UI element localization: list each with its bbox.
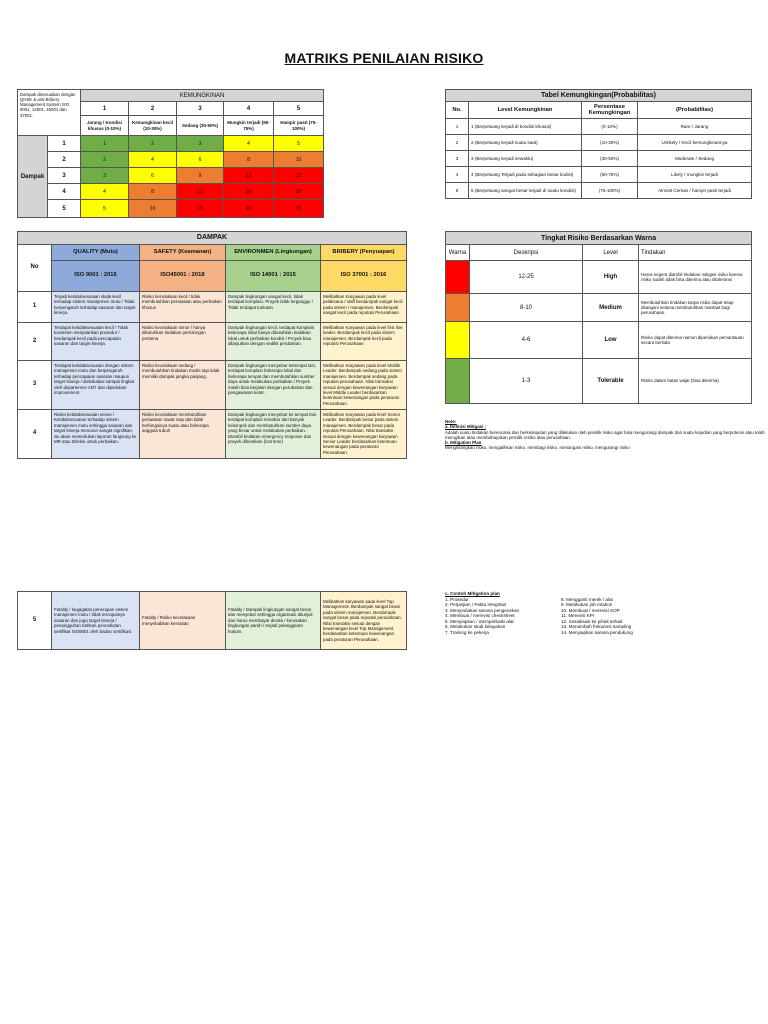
impact-row-number: 3 (18, 361, 52, 410)
risk-action-cell: Risiko dapat diterima namun diperlukan pemantauan secara berkala (639, 322, 752, 359)
table-row (18, 292, 407, 323)
impact-no-header: No (18, 245, 52, 292)
impact-cell-bribery: Melibatkan Karyawan pada level Middle Leader. Berdampak sedang pada sistem manajemen. Berdampak sedang pada reputasi perusahaan. Nilai transaksi sesuai dengan kewenangan karyawan level Middle Leader berdasarkan ketentuan kewenangan pada peraturan Perusahaan. (321, 361, 407, 410)
color-header-tindakan: Tindakan (639, 245, 752, 261)
impact-cell-bribery: Melibatkan Karyawan pada level pelaksana / staff berdampak sangat kecil pada sistem / manajemen. Berdampak sangat kecil pada reputasi Perusahaan (321, 292, 407, 323)
risk-score-cell: 20 (274, 184, 324, 200)
risk-level-cell: Medium (583, 294, 639, 322)
prob-probability-cell: Rare / Jarang (638, 119, 752, 135)
risk-score-cell: 12 (224, 168, 274, 184)
color-header-level: Level (583, 245, 639, 261)
prob-probability-cell: Unlikely / Kecil kemungkinannya (638, 135, 752, 151)
list-item: 8. Mengganti merek / alat (561, 596, 613, 602)
color-table-title: Tingkat Risiko Berdasarkan Warna (446, 232, 752, 245)
likelihood-column-description: Kemungkinan kecil (10-30%) (129, 116, 177, 136)
list-item: 2. Perjanjian / Pakta Integritas (445, 602, 507, 607)
impact-row-number: 5 (18, 592, 52, 650)
list-item: 6. Melakukan studi kelayakan (445, 624, 506, 629)
table-row (18, 323, 407, 361)
risk-color-level-table (445, 231, 752, 404)
impact-cell-safety: Risiko kecelakaan minor / hanya dibutuhkan tindakan pertolongan pertama (140, 323, 226, 361)
risk-action-cell: Harus segera diambil tindakan mitigasi risiko karena risiko sudah tidak bisa diterima atau ditoleransi (639, 261, 752, 294)
risk-level-cell: Low (583, 322, 639, 359)
risk-color-swatch (446, 294, 470, 322)
impact-row-number: 1 (18, 292, 52, 323)
probability-table (445, 89, 752, 199)
list-item: 11. Merevisi KPI (561, 613, 595, 618)
impact-cell-environment: Dampak lingkungan menyebar ke tempat lain, terdapat komplain tersebar dari banyak kelompok dan membutuhkan sumber daya yang besar untuk melakukan perbaikan. Diambil tindakan emergency response dan proyek dihentikan (lost time) (226, 410, 321, 459)
impact-row-number: 3 (48, 168, 81, 184)
impact-cell-quality: Fatality / kegagalan penerapan sistem manajemen mutu / tidak tercapainya sasaran dan juga target kinerja / penangguhan bahkan pencabutan sertifikat ISO9001 oleh badan sertifikasi (52, 592, 140, 650)
prob-percentage-cell: (10-30%) (582, 135, 638, 151)
impact-row-number: 2 (48, 152, 81, 168)
mitigation-examples (445, 591, 745, 635)
risk-score-cell: 16 (224, 184, 274, 200)
color-header-deskripsi: Deskripsi (470, 245, 583, 261)
likelihood-column-number: 3 (177, 102, 224, 116)
table-row (18, 361, 407, 410)
prob-percentage-cell: (30-50%) (582, 151, 638, 167)
risk-score-cell: 4 (81, 184, 129, 200)
impact-cell-environment: Dampak lingkungan menyebar ketempat lain, terdapat komplain beberapa lokal dan beberapa tempat dan membutuhkan sumber daya untuk melakukan perbaikan / Proyek masih bisa berjalan dengan perubahan dan pengawasan ketat. (226, 361, 321, 410)
risk-score-cell: 10 (129, 200, 177, 218)
risk-score-cell: 5 (81, 200, 129, 218)
page-title: MATRIKS PENILAIAN RISIKO (284, 50, 484, 66)
impact-row-number: 2 (18, 323, 52, 361)
impact-cell-quality: Terdapat ketidaksesuaian dengan sistem manajemen mutu dan berpengaruh terhadap pencapaian sasaran maupun target kinerja / diekskalasi sampai tingkat oleh departemen AD7 dan diperlukan improvement. (52, 361, 140, 410)
risk-score-cell: 3 (81, 168, 129, 184)
prob-header-percentage: Persentase Kemungkingan (582, 102, 638, 119)
list-item: 5. Menyiapkan / memperbaiki alat (445, 618, 514, 624)
impact-row-number: 4 (18, 410, 52, 459)
likelihood-column-description: Sedang (30-50%) (177, 116, 224, 136)
risk-score-cell: 15 (274, 168, 324, 184)
impact-row-number: 4 (48, 184, 81, 200)
impact-cell-safety: Risiko kecelakaan sedang / membutuhkan tindakan medis tapi tidak memiliki dampak jangka panjang. (140, 361, 226, 410)
iso-environment: ISO 14001 : 2015 (226, 261, 321, 292)
risk-score-cell: 15 (177, 200, 224, 218)
risk-color-swatch (446, 322, 470, 359)
likelihood-column-description: Jarang / Kondisi khusus (0-10%) (81, 116, 129, 136)
impact-cell-bribery: Melibatkan karyawan pada level Top Management. Berdampak sangat besar pada sistem manajemen. Berdampak sangat besar pada reputasi perusahaan. Nilai transaksi sesuai dengan kewenangan level Top Management berdasarkan ketentuan kewenangan pada peraturan Perusahaan. (321, 592, 407, 650)
prob-no-cell: 5 (446, 183, 469, 199)
prob-level-cell: 2 (Berpeluang terjadi suatu saat) (469, 135, 582, 151)
impact-table (17, 231, 407, 459)
definition-mitigation-text: Adalah suatu tindakan berencana dan berkelanjutan yang dilakukan oleh pemilik risiko agar bisa mengurangi dampak dari suatu kejadian yang berpotensi atau telah merugikan atau membahayakan pemilik resiko atau perusahaan. (445, 429, 765, 440)
impact-category-quality: QUALITY (Mutu) (52, 245, 140, 261)
impact-cell-quality: Terjadi ketidaksesuaian skala kecil terhadap sistem manajemen mutu / Tidak berpengaruh terhadap sasaran dan target kinerja. (52, 292, 140, 323)
table-row (446, 119, 752, 135)
impact-cell-environment: Dampak lingkungan sangat kecil, tidak terdapat komplain. Proyek tidak terganggu / Tidak terdapat tuntutan. (226, 292, 321, 323)
risk-score-cell: 10 (274, 152, 324, 168)
impact-cell-quality: Terdapat ketidaksesuaian kecil / Tidak konsisten menjalankan prosedur / berdampak kecil pada pencapaian sasaran dan target kinerja. (52, 323, 140, 361)
risk-color-swatch (446, 359, 470, 404)
table-row (446, 135, 752, 151)
risk-action-cell: Risiko dalam batas wajar (bisa diterima) (639, 359, 752, 404)
mitigation-examples-right-list (561, 597, 677, 636)
risk-score-cell: 2 (129, 136, 177, 152)
impact-cell-safety: Risiko kecelakaan kecil / tidak membutuhkan perawatan atau perbaikan khusus (140, 292, 226, 323)
prob-no-cell: 4 (446, 167, 469, 183)
risk-score-cell: 25 (274, 200, 324, 218)
prob-probability-cell: Almost Certain / hampir pasti terjadi (638, 183, 752, 199)
mitigation-plan-label: b. Mitigation Plan (445, 440, 482, 446)
table-row (446, 183, 752, 199)
risk-score-cell: 5 (274, 136, 324, 152)
impact-cell-environment: Dampak lingkungan kecil, terdapat komplain beberapa lokal hanya dibutuhkan tindakan lokal untuk perbaikan kondisi / Proyek bisa dilanjutkan dengan sedikit perubahan. (226, 323, 321, 361)
impact-cell-safety: Risiko kecelakaan membutuhkan perawatan rawat inap dan tidak berfungsinya suatu atau beberapa anggota tubuh (140, 410, 226, 459)
table-row (446, 294, 752, 322)
list-item: 13. Menambah frekuensi sampling (561, 624, 632, 629)
list-item: 1. Prosedur (445, 596, 469, 602)
table-row (446, 151, 752, 167)
impact-cell-quality: Risiko ketidaksesuaian serius / Ketidaksesuaian terhadap sistem manajemen mutu sehingga sasaran dan target kinerja menurun sangat signifikan, isu akan memerlukan laporan langsung ke MR atau Direksi untuk perbaikan. (52, 410, 140, 459)
prob-level-cell: 3 (Berpeluang terjadi sewaktu) (469, 151, 582, 167)
risk-level-cell: Tolerable (583, 359, 639, 404)
prob-percentage-cell: (50-75%) (582, 167, 638, 183)
impact-table-title: DAMPAK (18, 232, 407, 245)
prob-percentage-cell: (75-100%) (582, 183, 638, 199)
prob-header-no: No. (446, 102, 469, 119)
prob-no-cell: 1 (446, 119, 469, 135)
prob-percentage-cell: (0-10%) (582, 119, 638, 135)
iso-quality: ISO 9001 : 2015 (52, 261, 140, 292)
matrix-description: Dampak disesuaikan dengan QHSE & anti-Bribery Management System ISO 9001, 14001, 45001 dan 37001. (18, 90, 81, 136)
risk-score-cell: 8 (224, 152, 274, 168)
risk-range-cell: 8-10 (470, 294, 583, 322)
risk-color-swatch (446, 261, 470, 294)
probability-table-title: Tabel Kemungkingan(Probabilitas) (446, 90, 752, 102)
impact-row-number: 5 (48, 200, 81, 218)
prob-no-cell: 3 (446, 151, 469, 167)
risk-range-cell: 4-6 (470, 322, 583, 359)
impact-category-bribery: BRIBERY (Penyuapan) (321, 245, 407, 261)
list-item: 7. Training ke pekerja (445, 629, 489, 635)
impact-cell-bribery: Melibatkan Karyawan pada level Senior Leader. Berdampak besar pada sistem manajemen. Berdampak besar pada reputasi Perusahaan. Nilai transaksi sesuai dengan kewenangan karyawan Senior Leader berdasarkan ketentuan kewenangan pada peraturan Perusahaan. (321, 410, 407, 459)
risk-range-cell: 12-25 (470, 261, 583, 294)
definition-mitigation-label: a. Definisi Mitigasi : (445, 424, 486, 430)
list-item: 3. Menyediakan sarana pengecekan (445, 607, 520, 613)
kemungkinan-header: KEMUNGKINAN (81, 90, 324, 102)
likelihood-column-number: 2 (129, 102, 177, 116)
impact-cell-bribery: Melibatkan Karyawan pada level first line leader. Berdampak kecil pada sistem manajemen. Berdampak kecil pada reputasi Perusahaan (321, 323, 407, 361)
risk-score-cell: 20 (224, 200, 274, 218)
risk-score-cell: 4 (129, 152, 177, 168)
impact-category-environment: ENVIRONMEN (Lingkungan) (226, 245, 321, 261)
prob-header-level: Level Kemungkinan (469, 102, 582, 119)
prob-level-cell: 5 (Berpeluang sangat besar terjadi di suatu kondisi) (469, 183, 582, 199)
table-row (446, 322, 752, 359)
risk-score-cell: 4 (224, 136, 274, 152)
impact-category-safety: SAFETY (Keamanan) (140, 245, 226, 261)
table-row (446, 167, 752, 183)
risk-score-cell: 2 (81, 152, 129, 168)
mitigation-examples-title: c. Contoh Mitigation plan (445, 591, 500, 596)
risk-score-cell: 3 (177, 136, 224, 152)
risk-action-cell: Membutuhkan tindakan tanpa risiko dapat tetap ditangani selama membutuhkan manfaat bagi perusahaan. (639, 294, 752, 322)
list-item: 4. Membuat / merevisi checksheet (445, 613, 515, 618)
prob-no-cell: 2 (446, 135, 469, 151)
color-header-warna: Warna (446, 245, 470, 261)
prob-header-probability: (Probabilitas) (638, 102, 752, 119)
risk-score-cell: 9 (177, 168, 224, 184)
list-item: 9. Melakukan job rotation (561, 602, 613, 607)
mitigation-examples-left-list (445, 597, 561, 636)
notes-section (445, 419, 765, 451)
list-item: 12. Sosialisasi ke pihak terkait (561, 618, 623, 624)
risk-level-cell: High (583, 261, 639, 294)
impact-row-number: 1 (48, 136, 81, 152)
list-item: 14. Menyiapkan sarana pendukung (561, 629, 633, 635)
risk-score-cell: 6 (177, 152, 224, 168)
risk-score-cell: 8 (129, 184, 177, 200)
impact-table-row-5 (17, 591, 407, 650)
likelihood-column-number: 4 (224, 102, 274, 116)
risk-range-cell: 1-3 (470, 359, 583, 404)
likelihood-column-description: Hampir pasti (75-100%) (274, 116, 324, 136)
table-row (446, 359, 752, 404)
likelihood-column-number: 1 (81, 102, 129, 116)
risk-score-cell: 6 (129, 168, 177, 184)
risk-score-cell: 1 (81, 136, 129, 152)
iso-bribery: ISO 37001 : 2016 (321, 261, 407, 292)
prob-level-cell: 1 (Berpeluang terjadi di kondisi khusus) (469, 119, 582, 135)
mitigation-plan-text: Menghilangkan risiko, mengalihkan risiko, membagi risiko, menangani risiko, mengurangi risiko (445, 445, 630, 451)
prob-probability-cell: Moderate / Sedang (638, 151, 752, 167)
iso-safety: ISO45001 : 2018 (140, 261, 226, 292)
list-item: 10. Membuat / merevisi SOP (561, 607, 620, 613)
impact-cell-safety: Fatality / Risiko kecelakaan menyebabkan kematian (140, 592, 226, 650)
likelihood-column-number: 5 (274, 102, 324, 116)
prob-level-cell: 4 (Berpeluang Terjadi pada sebagian besar kodisi) (469, 167, 582, 183)
risk-score-cell: 12 (177, 184, 224, 200)
table-row (18, 410, 407, 459)
impact-cell-environment: Fatality / Dampak lingkungan sangat besar dan menyebar sehingga organisasi ditunjuk dan harus membayar denda / kerusakan lingkungan parah / terjadi pelanggaran hukum. (226, 592, 321, 650)
prob-probability-cell: Likely / mungkin terjadi (638, 167, 752, 183)
likelihood-column-description: Mungkin terjadi (50-75%) (224, 116, 274, 136)
notes-heading: Note: (445, 419, 457, 424)
table-row (446, 261, 752, 294)
impact-side-label: Dampak (18, 136, 48, 218)
risk-matrix-table (17, 89, 324, 218)
